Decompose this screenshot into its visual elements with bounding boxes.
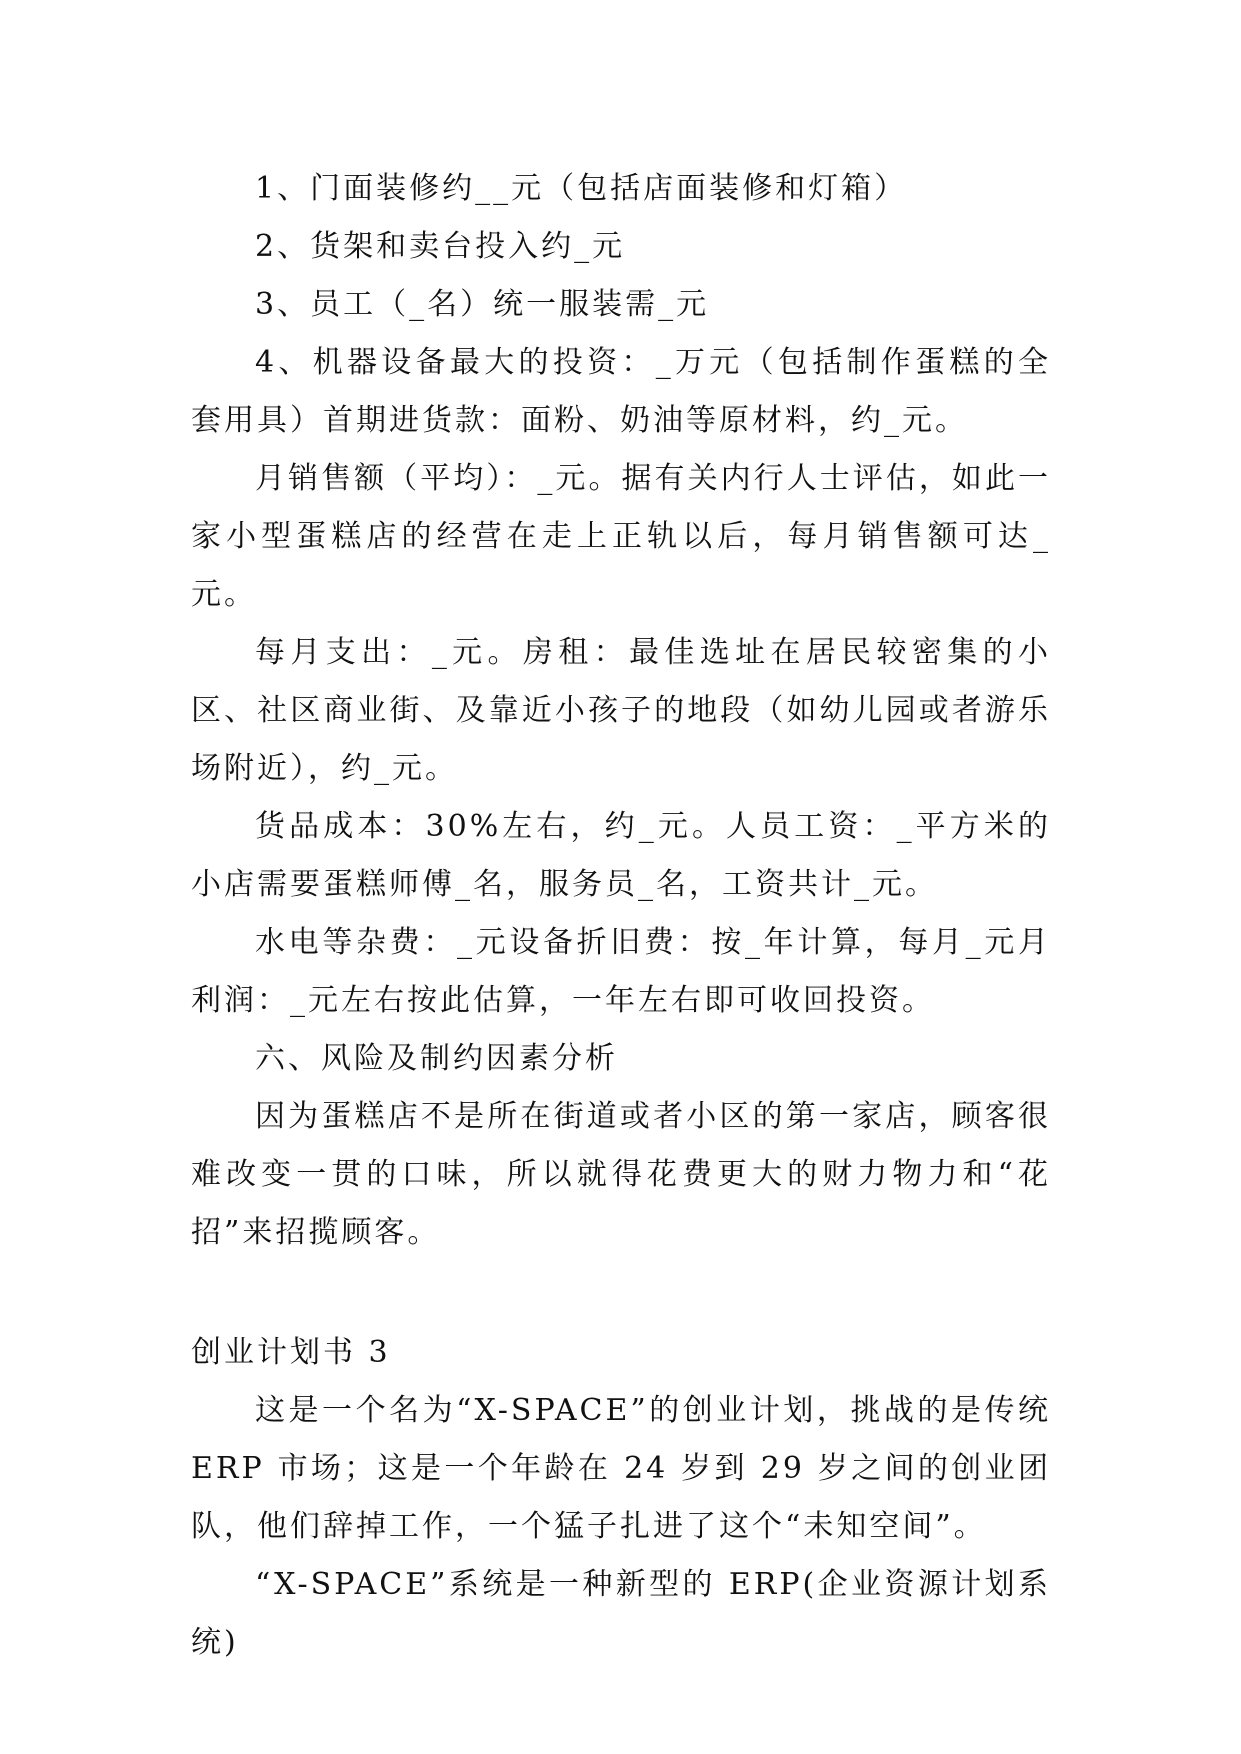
- paragraph-monthly-expense: 每月支出：_元。房租：最佳选址在居民较密集的小区、社区商业街、及靠近小孩子的地段（如幼儿园或者游乐场附近），约_元。: [191, 635, 1051, 786]
- paragraph-utilities: 水电等杂费：_元设备折旧费：按_年计算，每月_元月利润：_元左右按此估算，一年左右即可收回投资。: [191, 925, 1051, 1018]
- paragraph-item-4: 4、机器设备最大的投资：_万元（包括制作蛋糕的全套用具）首期进货款：面粉、奶油等原材料，约_元。: [191, 345, 1051, 438]
- document-body: [191, 160, 1064, 1672]
- paragraph-item-3: 3、员工（_名）统一服装需_元: [255, 287, 710, 322]
- paragraph-item-1: 1、门面装修约__元（包括店面装修和灯箱）: [255, 171, 908, 206]
- paragraph-risk-heading: 六、风险及制约因素分析: [255, 1041, 618, 1076]
- paragraph-xspace-system: “X-SPACE”系统是一种新型的 ERP(企业资源计划系统): [191, 1567, 1051, 1660]
- paragraph-risk-analysis: 因为蛋糕店不是所在街道或者小区的第一家店，顾客很难改变一贯的口味，所以就得花费更大的财力物力和“花招”来招揽顾客。: [191, 1099, 1051, 1250]
- paragraph-goods-cost: 货品成本：30%左右，约_元。人员工资：_平方米的小店需要蛋糕师傅_名，服务员_名，工资共计_元。: [191, 809, 1051, 902]
- paragraph-monthly-sales: 月销售额（平均）：_元。据有关内行人士评估，如此一家小型蛋糕店的经营在走上正轨以后，每月销售额可达_元。: [191, 461, 1051, 612]
- paragraph-xspace-intro: 这是一个名为“X-SPACE”的创业计划，挑战的是传统 ERP 市场；这是一个年龄在 24 岁到 29 岁之间的创业团队，他们辞掉工作，一个猛子扎进了这个“未知空间”。: [191, 1393, 1064, 1544]
- paragraph-item-2: 2、货架和卖台投入约_元: [255, 229, 626, 264]
- section-heading: 创业计划书 3: [191, 1335, 391, 1370]
